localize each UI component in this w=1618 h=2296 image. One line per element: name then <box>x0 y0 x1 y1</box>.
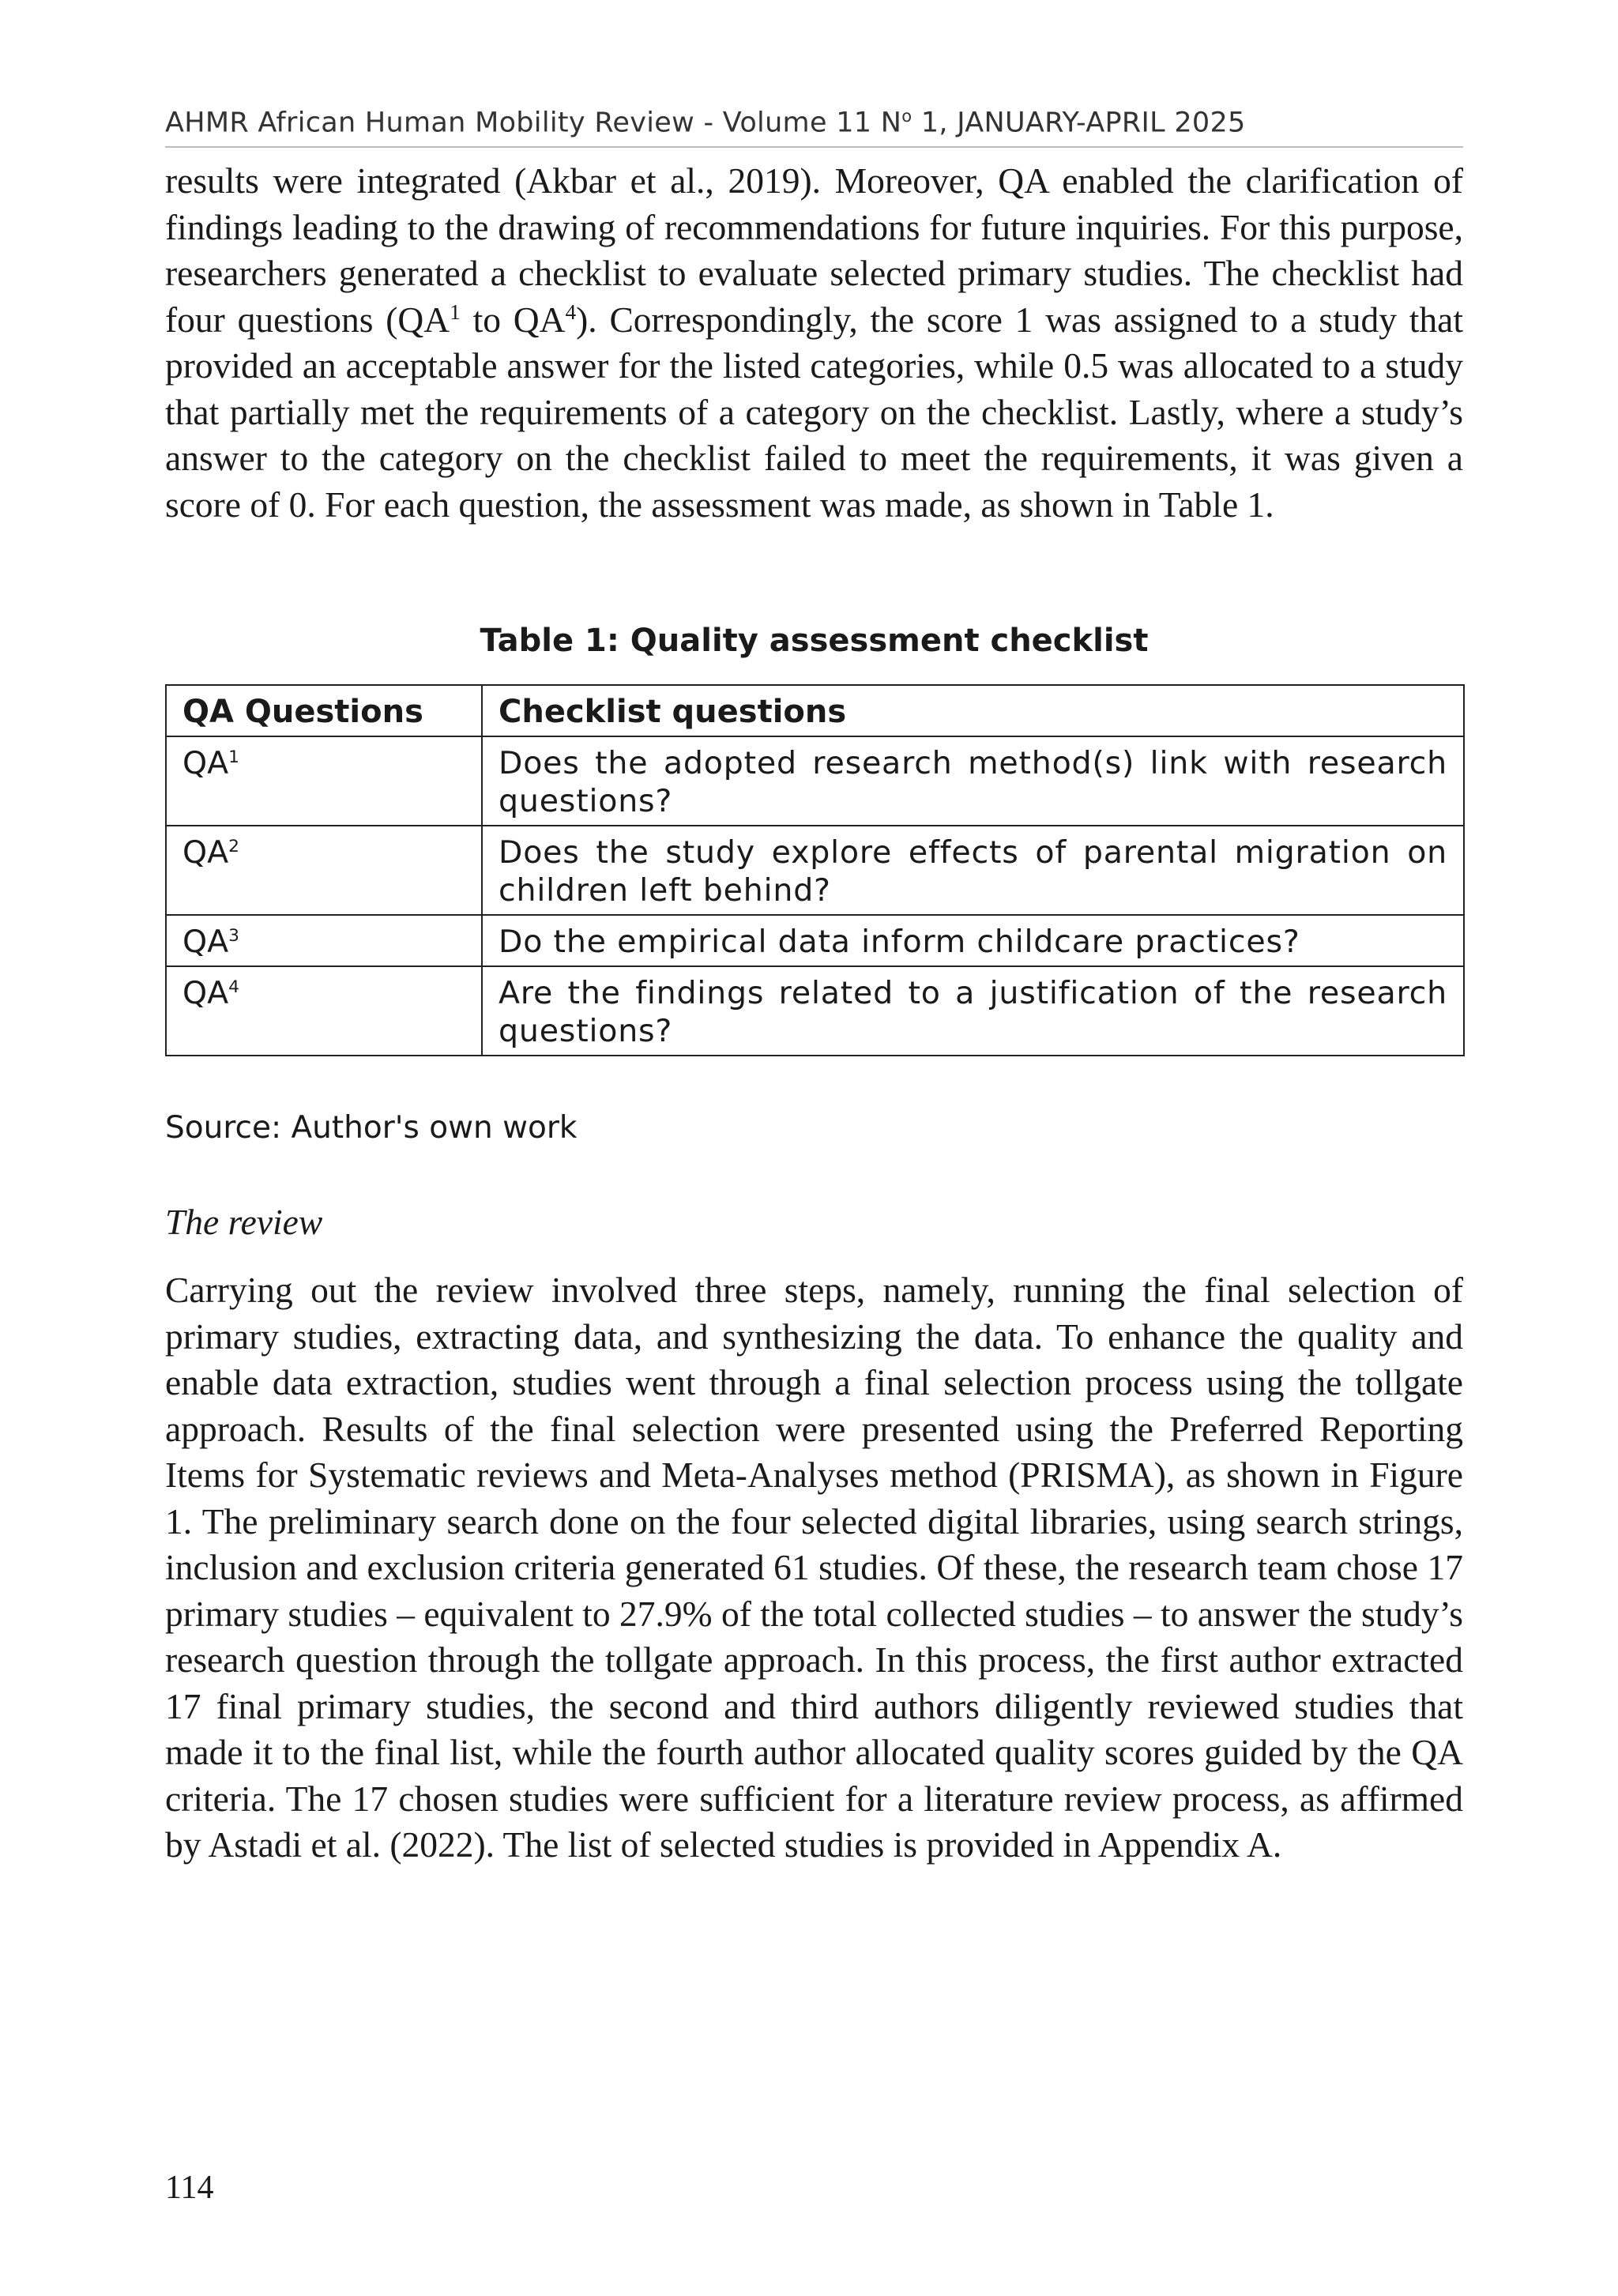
checklist-question-cell: Are the findings related to a justification of the research questions? <box>482 966 1464 1056</box>
table-header-row <box>166 685 1464 736</box>
qa-label-cell: $QA^3$ <box>166 915 482 966</box>
header-issue-text: 1, JANUARY-APRIL 2025 <box>912 107 1246 139</box>
checklist-question-cell: Does the adopted research method(s) link with research questions? <box>482 736 1464 826</box>
table-row <box>166 966 1464 1056</box>
header-number-sign-superscript: o <box>901 107 912 126</box>
table-row <box>166 915 1464 966</box>
checklist-question-cell: Do the empirical data inform childcare practices? <box>482 915 1464 966</box>
table-row <box>166 736 1464 826</box>
header-text: AHMR African Human Mobility Review - Volume 11 N <box>165 107 902 139</box>
header-qa-questions: QA Questions <box>166 685 482 736</box>
qa-label-cell: $QA^4$ <box>166 966 482 1056</box>
section-subheading: The review <box>165 1202 323 1242</box>
page-number: 114 <box>165 2170 214 2206</box>
table-caption: Table 1: Quality assessment checklist <box>480 623 1149 659</box>
qa-label-cell: $QA^1$ <box>166 736 482 826</box>
qa-label-cell: $QA^2$ <box>166 826 482 915</box>
body-paragraph-2: Carrying out the review involved three steps, namely, running the final selection of primary studies, extracting data, and synthesizing the data. To enhance the quality and enable data extraction, studies went through a final selection process using the tollgate approach. Results of the final selection were presented using the Preferred Reporting Items for Systematic reviews and Meta-Analyses method (PRISMA), as shown in Figure 1. The preliminary search done on the four selected digital libraries, using search strings, inclusion and exclusion criteria generated 61 studies. Of these, the research team chose 17 primary studies – equivalent to 27.9% of the total collected studies – to answer the study’s research question through the tollgate approach. In this process, the first author extracted 17 final primary studies, the second and third authors diligently reviewed studies that made it to the final list, while the fourth author allocated quality scores guided by the QA criteria. The 17 chosen studies were sufficient for a literature review process, as affirmed by Astadi et al. (2022). The list of selected studies is provided in Appendix A. <box>165 1270 1463 1865</box>
header-checklist-questions: Checklist questions <box>482 685 1464 736</box>
checklist-question-cell: Does the study explore effects of parental migration on children left behind? <box>482 826 1464 915</box>
quality-assessment-table <box>165 684 1465 1056</box>
table-source-note: Source: Author's own work <box>165 1110 578 1146</box>
table-row <box>166 826 1464 915</box>
body-paragraph-1: results were integrated (Akbar et al., 2019). Moreover, QA enabled the clarification of findings leading to the drawing of recommendations for future inquiries. For this purpose, researchers generated a checklist to evaluate selected primary studies. The checklist had four questions ($QA^1$ to $QA^4$). Correspondingly, the score 1 was assigned to a study that provided an acceptable answer for the listed categories, while 0.5 was allocated to a study that partially met the requirements of a category on the checklist. Lastly, where a study’s answer to the category on the checklist failed to meet the requirements, it was given a score of 0. For each question, the assessment was made, as shown in Table 1. <box>165 160 1463 525</box>
running-header <box>165 98 1463 148</box>
